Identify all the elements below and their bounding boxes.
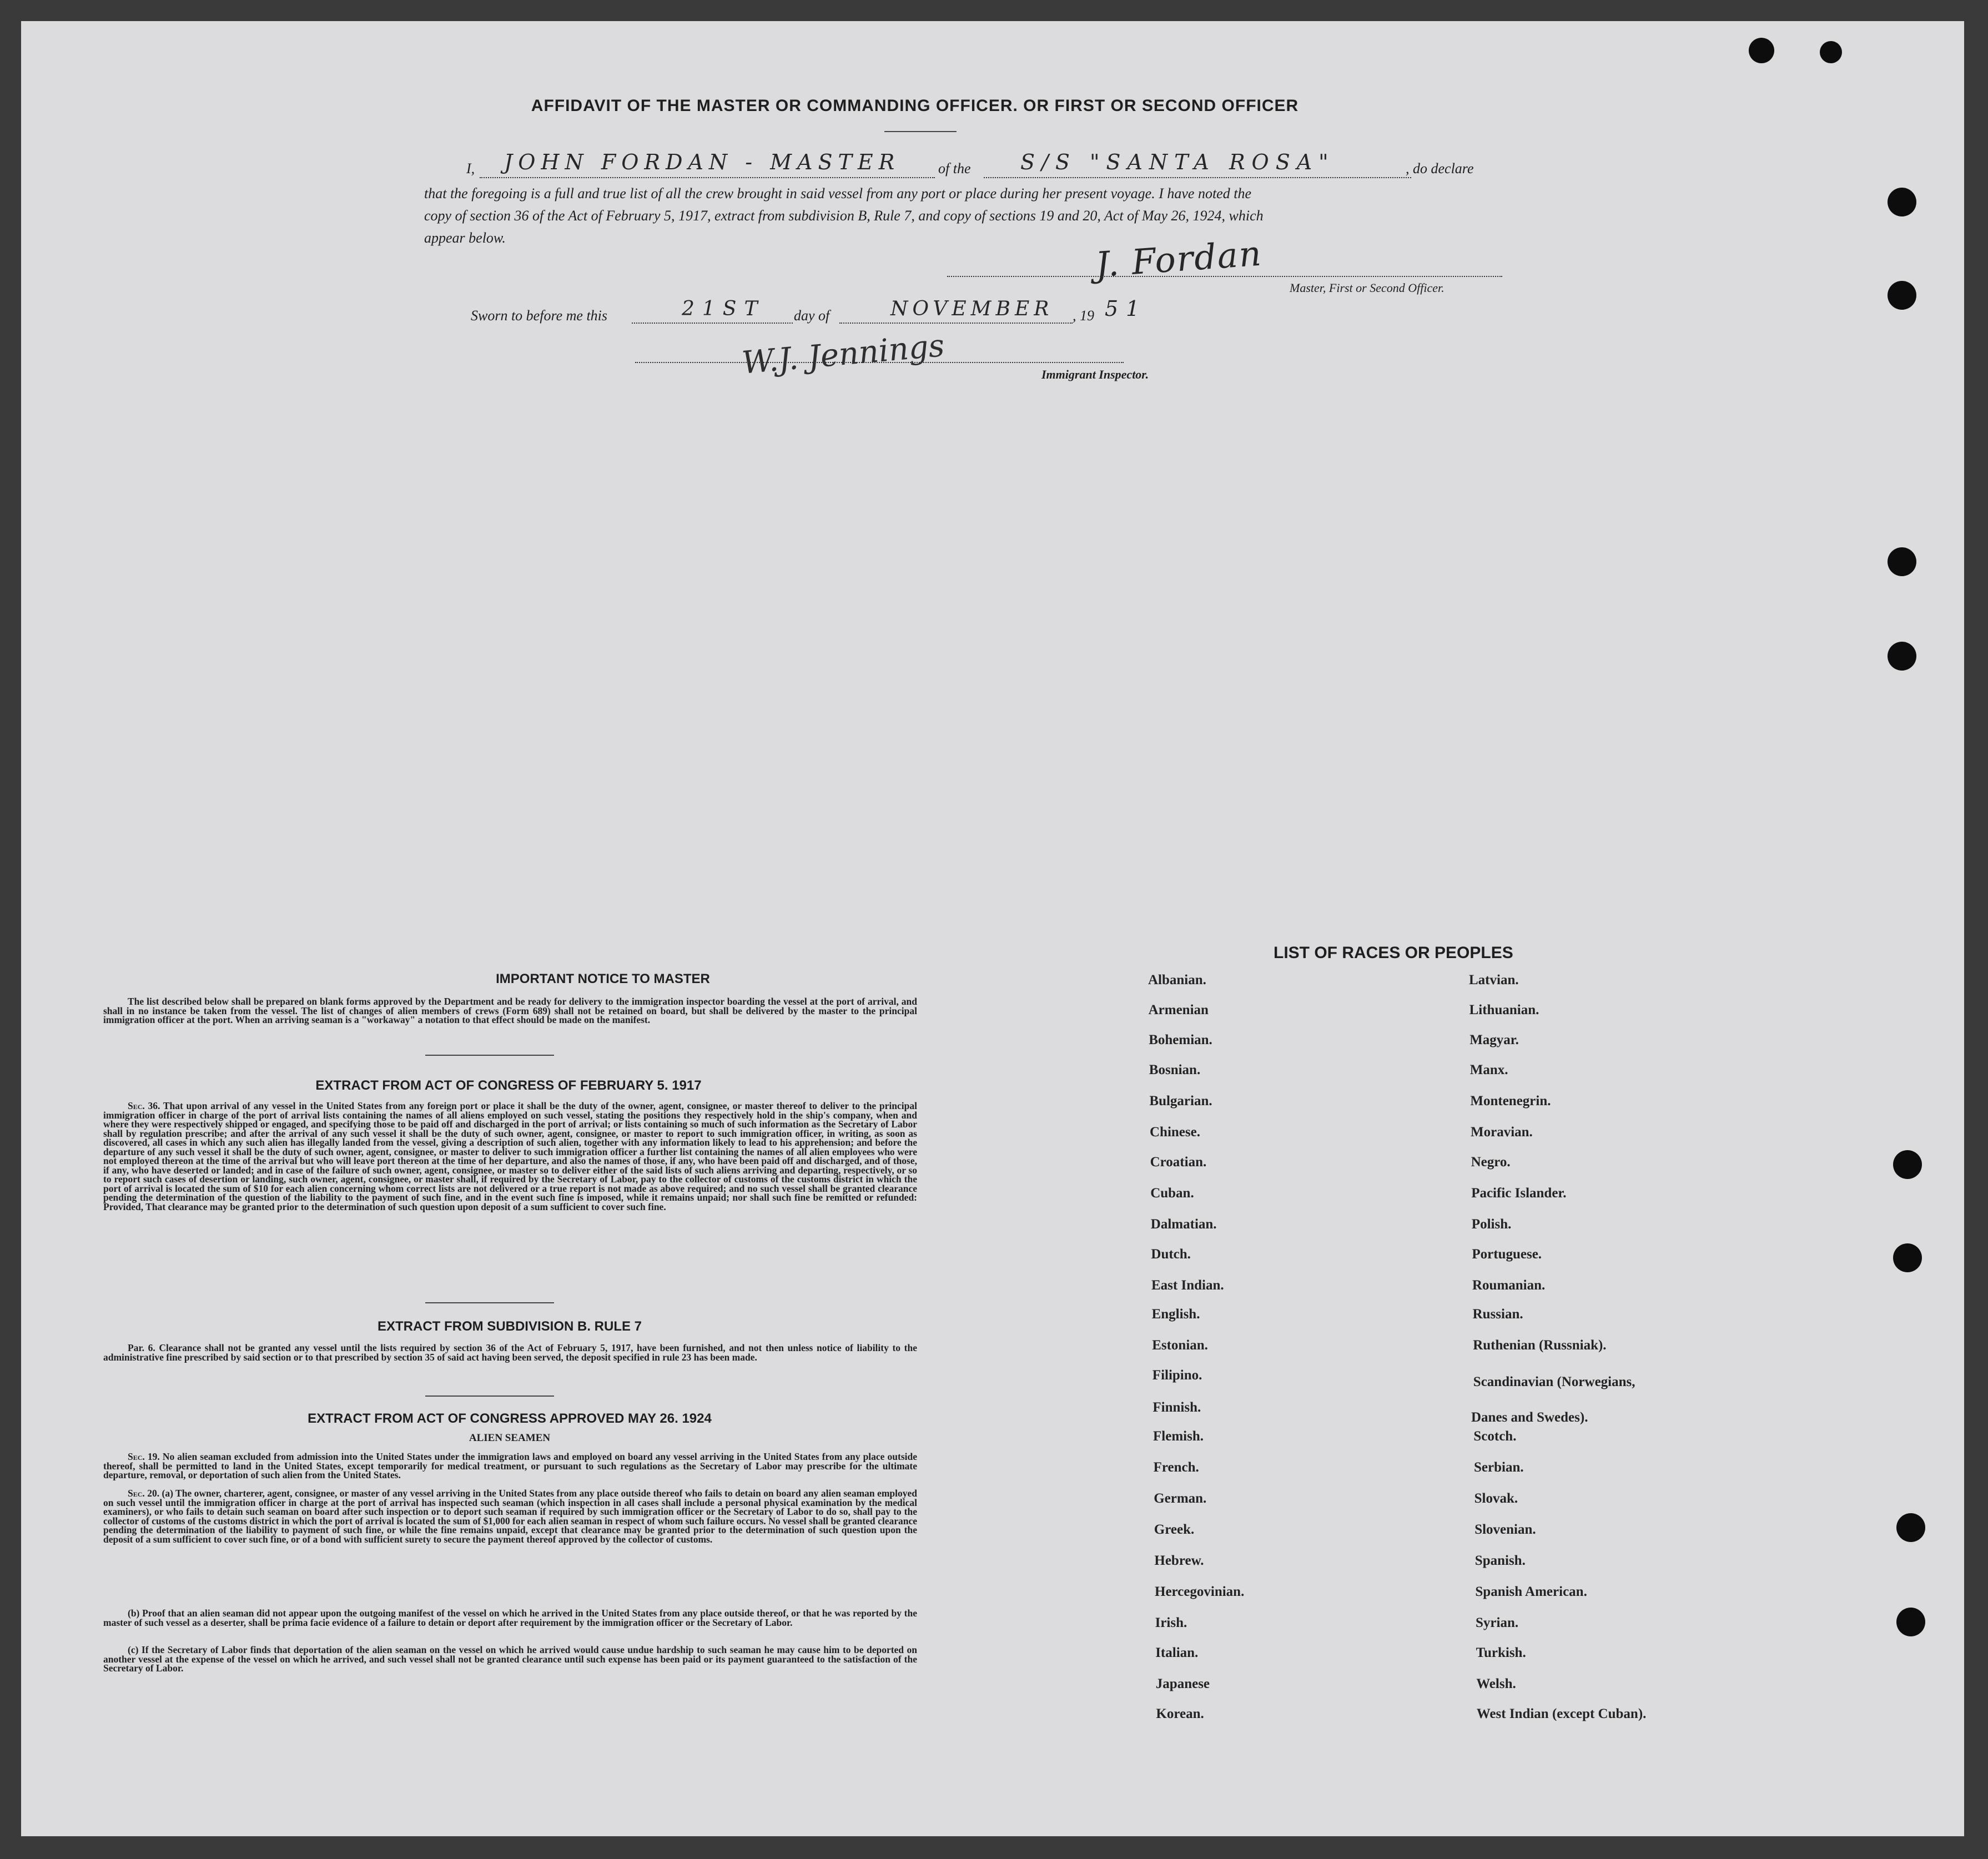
races-title: LIST OF RACES OR PEOPLES xyxy=(1274,944,1513,962)
extract-rule7-title: EXTRACT FROM SUBDIVISION B. RULE 7 xyxy=(377,1319,642,1334)
race-item-left: East Indian. xyxy=(1151,1278,1224,1293)
vessel-name-line xyxy=(984,177,1411,178)
race-item-left: Greek. xyxy=(1154,1522,1195,1537)
notice-text: The list described below shall be prepared on blank forms approved by the Department and be ready for delivery to the immigration inspector boarding the vessel at the port of arrival, and shall in no instance be taken from the vessel. The list of changes of alien members of crews (Form 689) shall not be retained on board, but shall be delivered by the master to the principal immigration officer at the port. When an arriving seaman is a "workaway" a notation to that effect should be made on the manifest. xyxy=(103,996,917,1025)
race-item-right: Portuguese. xyxy=(1472,1247,1542,1262)
race-item-left: Filipino. xyxy=(1152,1368,1202,1383)
affidavit-title-rule xyxy=(884,131,957,132)
affidavit-line-4: appear below. xyxy=(424,230,506,246)
punch-hole-1 xyxy=(1888,188,1916,216)
race-item-right: Serbian. xyxy=(1474,1460,1524,1475)
race-item-left: Chinese. xyxy=(1150,1125,1200,1140)
inspector-signature[interactable]: W.J. Jennings xyxy=(740,328,946,381)
race-item-right: Syrian. xyxy=(1476,1615,1519,1630)
race-item-right: Spanish American. xyxy=(1475,1584,1587,1599)
race-item-left: Bulgarian. xyxy=(1149,1094,1212,1109)
master-signature[interactable]: J. Fordan xyxy=(1094,233,1264,285)
inspector-caption: Immigrant Inspector. xyxy=(1041,367,1149,381)
do-declare-text: , do declare xyxy=(1406,160,1474,177)
race-item-left: Hercegovinian. xyxy=(1155,1584,1245,1599)
extract-rule7-divider xyxy=(425,1395,554,1397)
extract-1924-sec19 xyxy=(103,1452,917,1480)
sworn-day-field[interactable]: 21ST xyxy=(682,298,766,320)
extract-1924-title: EXTRACT FROM ACT OF CONGRESS APPROVED MAY 26. 1924 xyxy=(308,1411,712,1426)
race-item-right: Spanish. xyxy=(1474,1553,1526,1568)
day-of-text: day of xyxy=(794,308,830,324)
race-item-left: Hebrew. xyxy=(1154,1553,1204,1568)
race-item-right: West Indian (except Cuban). xyxy=(1476,1706,1647,1721)
race-item-right: Pacific Islander. xyxy=(1471,1186,1567,1201)
affidavit-line-2: that the foregoing is a full and true list of all the crew brought in said vessel from any port or place during her present voyage. I have noted the xyxy=(424,185,1251,201)
punch-hole-6 xyxy=(1893,1243,1922,1272)
race-item-left: Dutch. xyxy=(1151,1247,1191,1262)
race-item-left: Albanian. xyxy=(1148,973,1206,988)
race-item-left: Bosnian. xyxy=(1149,1062,1201,1077)
race-item-right: Welsh. xyxy=(1476,1676,1516,1691)
affidavit-title: AFFIDAVIT OF THE MASTER OR COMMANDING OFFICER. OR FIRST OR SECOND OFFICER xyxy=(531,97,1299,115)
sworn-month-line xyxy=(839,323,1073,324)
race-item-right: Turkish. xyxy=(1476,1645,1526,1660)
punch-hole-7 xyxy=(1896,1513,1925,1542)
race-item-right: Russian. xyxy=(1472,1307,1523,1322)
race-item-right: Negro. xyxy=(1471,1155,1511,1170)
master-name-field[interactable]: JOHN FORDAN - MASTER xyxy=(504,150,900,174)
punch-hole-8 xyxy=(1896,1608,1925,1636)
race-item-left: Estonian. xyxy=(1152,1338,1208,1353)
sec20-label: Sec. 20. xyxy=(128,1488,160,1499)
race-item-right: Moravian. xyxy=(1471,1125,1533,1140)
race-item-right: Slovak. xyxy=(1474,1491,1518,1506)
master-signature-line xyxy=(947,276,1502,277)
race-item-left: Flemish. xyxy=(1153,1429,1204,1444)
race-item-right: Latvian. xyxy=(1469,973,1519,988)
extract-1917-text xyxy=(103,1101,917,1211)
race-item-right: Polish. xyxy=(1471,1217,1512,1232)
affidavit-line-3: copy of section 36 of the Act of February 5, 1917, extract from subdivision B, Rule 7, and copy of sections 19 and 20, Act of May 26, 1924, which xyxy=(424,208,1264,224)
race-item-left: Dalmatian. xyxy=(1150,1217,1217,1232)
punch-hole-2 xyxy=(1888,281,1916,310)
master-signature-caption: Master, First or Second Officer. xyxy=(1290,281,1445,295)
race-item-left: Croatian. xyxy=(1150,1155,1207,1170)
document-page xyxy=(21,21,1964,1836)
punch-hole-3 xyxy=(1888,547,1916,576)
of-the-text: of the xyxy=(938,160,971,177)
race-item-left: Italian. xyxy=(1155,1645,1199,1660)
race-item-right: Montenegrin. xyxy=(1470,1094,1551,1109)
extract-1917-body: That upon arrival of any vessel in the United States from any foreign port or place it shall be the duty of the owner, agent, consignee, or master thereof to deliver to the principal immigration officer in charge of the port of arrival lists containing the names of all aliens employed on such vessel, stating the positions they respectively hold in the ship's company, when and where they were respectively shipped or engaged, and specifying those to be paid off and discharged in the port of arrival; or lists containing so much of such information as the Secretary of Labor shall by regulation prescribe; and after the arrival of any such vessel it shall be the duty of such owner, agent, consignee, or master to report to such immigration officer, in writing, as soon as discovered, all cases in which any such alien has illegally landed from the vessel, giving a description of such alien, together with any information likely to lead to his apprehension; and before the departure of any such vessel it shall be the duty of such owner, agent, consignee, or master to deliver to such immigration officer a further list containing the names of all alien employees who were not employed thereon at the time of the arrival but who will leave port thereon at the time of her departure, and also the names of those, if any, who have been paid off and discharged, and of those, if any, who have deserted or landed; and in case of the failure of such owner, agent, consignee, or master so to deliver either of the said lists of such aliens arriving and departing, respectively, or so to report such cases of desertion or landing, such owner, agent, consignee, or master shall, if required by the Secretary of Labor, pay to the collector of customs of the customs district in which the port of arrival is located the sum of $10 for each alien concerning whom correct lists are not delivered or a true report is not made as above required; and no such vessel shall be granted clearance pending the determination of the question of the liability to the payment of such fine, and in the event such fine is imposed, while it remains unpaid; nor shall such fine be remitted or refunded: Provided, That clearance may be granted prior to the determination of such question upon deposit of a sum sufficient to cover such fine. xyxy=(103,1100,918,1212)
inspector-signature-line xyxy=(635,362,1124,363)
race-item-left: French. xyxy=(1153,1460,1199,1475)
race-item-right: Scotch. xyxy=(1473,1429,1517,1444)
punch-hole-top-1 xyxy=(1749,38,1774,63)
race-item-right: Scandinavian (Norwegians, xyxy=(1473,1374,1635,1389)
race-item-left: Korean. xyxy=(1156,1706,1204,1721)
sworn-day-line xyxy=(632,323,793,324)
punch-hole-4 xyxy=(1888,642,1916,671)
race-item-right: Manx. xyxy=(1469,1062,1508,1077)
extract-1924-subtitle: ALIEN SEAMEN xyxy=(469,1432,551,1444)
affidavit-i: I, xyxy=(466,160,475,177)
race-item-left: Cuban. xyxy=(1150,1186,1194,1201)
race-item-left: English. xyxy=(1151,1307,1200,1322)
master-name-line xyxy=(480,177,935,178)
race-item-left: Irish. xyxy=(1155,1615,1187,1630)
extract-1924-sec20b: (b) Proof that an alien seaman did not appear upon the outgoing manifest of the vessel on which he arrived in the United States from any place outside thereof, or that he was reported by the master of such vessel as a deserter, shall be prima facie evidence of a failure to detain or deport after requirement by the immigration officer or the Secretary of Labor. xyxy=(103,1608,917,1628)
notice-divider xyxy=(425,1055,554,1056)
race-item-right: Magyar. xyxy=(1469,1032,1519,1047)
vessel-name-field[interactable]: S/S "SANTA ROSA" xyxy=(1020,150,1335,174)
extract-1917-title: EXTRACT FROM ACT OF CONGRESS OF FEBRUARY 5. 1917 xyxy=(315,1078,702,1093)
extract-1924-sec20c: (c) If the Secretary of Labor finds that deportation of the alien seaman on the vessel on which he arrived would cause undue hardship to such seaman he may cause him to be deported on another vessel at the expense of the vessel on which he arrived, and such vessel shall not be granted clearance until such expense has been paid or its payment guaranteed to the satisfaction of the Secretary of Labor. xyxy=(103,1644,917,1674)
race-item-right: Roumanian. xyxy=(1472,1278,1546,1293)
sec20a-body: (a) The owner, charterer, agent, consignee, or master of any vessel arriving in the United States from any place outside thereof who fails to detain on board any alien seaman employed on such vessel until the immigration officer in charge at the port of arrival has inspected such seaman (which inspection in all cases shall include a personal physical examination by the medical examiners), or who fails to detain such seaman on board after such inspection or to deport such seaman if required by such immigration officer or the Secretary of Labor to do so, shall pay to the collector of customs of the customs district in which the port of arrival is located the sum of $1,000 for each alien seaman in respect of whom such failure occurs. No vessel shall be granted clearance pending the determination of the liability to payment of such fine, or while the fine remains unpaid, except that clearance may be granted prior to the determination of such question upon the deposit of a sum sufficient to cover such fine, or of a bond with sufficient surety to secure the payment thereof approved by the collector of customs. xyxy=(103,1488,918,1545)
extract-1917-divider xyxy=(425,1302,554,1303)
year-prefix: , 19 xyxy=(1073,308,1094,324)
year-suffix-field[interactable]: 51 xyxy=(1105,296,1147,321)
race-item-right: Slovenian. xyxy=(1474,1522,1536,1537)
extract-1924-sec20a xyxy=(103,1489,917,1544)
race-item-left: Armenian xyxy=(1148,1002,1209,1017)
punch-hole-top-2 xyxy=(1820,41,1842,63)
race-item-scandinavian-cont: Danes and Swedes). xyxy=(1471,1410,1588,1425)
notice-title: IMPORTANT NOTICE TO MASTER xyxy=(496,971,710,986)
race-item-left: Bohemian. xyxy=(1149,1032,1212,1047)
punch-hole-5 xyxy=(1893,1150,1922,1179)
race-item-left: German. xyxy=(1154,1491,1207,1506)
sec19-label: Sec. 19. xyxy=(128,1451,160,1462)
sec19-body: No alien seaman excluded from admission into the United States under the immigration laws and employed on board any vessel arriving in the United States from any place outside thereof, shall be permitted to land in the United States, except temporarily for medical treatment, or pursuant to such regulations as the Secretary of Labor may prescribe for the ultimate departure, removal, or deportation of such alien from the United States. xyxy=(103,1451,918,1480)
race-item-left: Finnish. xyxy=(1152,1400,1201,1415)
extract-1917-sec-label: Sec. 36. xyxy=(128,1100,160,1111)
sworn-month-field[interactable]: NOVEMBER xyxy=(890,298,1054,320)
race-item-right: Lithuanian. xyxy=(1469,1002,1539,1017)
sworn-prefix: Sworn to before me this xyxy=(471,308,608,324)
extract-rule7-text: Par. 6. Clearance shall not be granted any vessel until the lists required by section 36 of the Act of February 5, 1917, have been furnished, and not then unless notice of liability to the administrative fine prescribed by said section or to that prescribed by section 35 of said act having been served, the deposit specified in rule 23 has been made. xyxy=(103,1342,917,1363)
race-item-left: Japanese xyxy=(1155,1676,1210,1691)
race-item-right: Ruthenian (Russniak). xyxy=(1473,1338,1607,1353)
